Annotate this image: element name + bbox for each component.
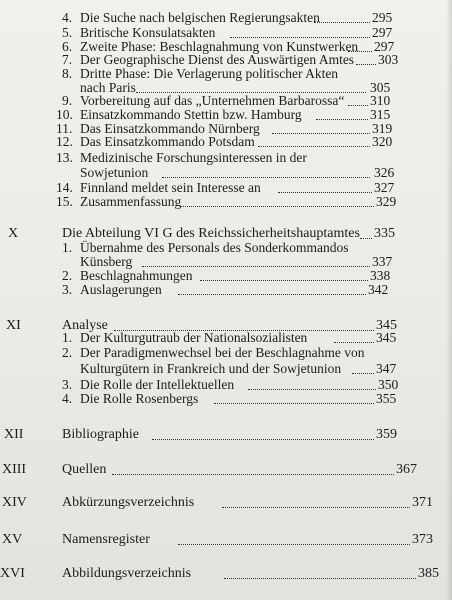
dot-leader	[356, 64, 376, 65]
entry-page: 297	[374, 39, 395, 54]
entry-number: 3.	[62, 377, 73, 392]
entry-number: 14.	[56, 180, 73, 195]
chapter-page: 373	[412, 532, 433, 547]
entry-title: Auslagerungen	[80, 282, 162, 297]
chapter-page: 385	[418, 566, 439, 581]
dot-leader	[278, 192, 372, 193]
toc-entry-continuation	[0, 165, 452, 181]
toc-chapter	[0, 532, 452, 548]
entry-number: 15.	[56, 194, 73, 209]
chapter-title: Bibliographie	[62, 427, 139, 442]
entry-page: 315	[370, 107, 391, 122]
entry-number: 8.	[62, 66, 73, 81]
entry-page: 327	[374, 180, 395, 195]
dot-leader	[162, 177, 370, 178]
chapter-page: 359	[376, 427, 397, 442]
chapter-number: XVI	[0, 566, 25, 581]
dot-leader	[224, 578, 416, 579]
dot-leader	[248, 389, 376, 390]
toc-entry	[0, 10, 452, 26]
entry-page: 295	[372, 10, 393, 25]
entry-page: 342	[368, 282, 389, 297]
toc-chapter	[0, 566, 452, 582]
entry-page: 297	[372, 25, 393, 40]
dot-leader	[316, 119, 368, 120]
entry-page: 350	[378, 377, 399, 392]
entry-title: Das Einsatzkommando Nürnberg	[80, 121, 260, 136]
toc-entry	[0, 330, 452, 346]
entry-number: 4.	[62, 391, 73, 406]
entry-page: 319	[372, 121, 393, 136]
dot-leader	[178, 544, 410, 545]
entry-number: 4.	[62, 10, 73, 25]
entry-title: Einsatzkommando Stettin bzw. Hamburg	[80, 107, 302, 122]
toc-entry	[0, 194, 452, 210]
chapter-page: 367	[396, 462, 417, 477]
dot-leader	[222, 507, 410, 508]
dot-leader	[334, 342, 374, 343]
dot-leader	[142, 266, 370, 267]
entry-title: Die Rolle Rosenbergs	[80, 391, 199, 406]
entry-title-line2: nach Paris	[80, 80, 136, 95]
dot-leader	[152, 439, 374, 440]
dot-leader	[178, 294, 366, 295]
entry-number: 2.	[62, 268, 73, 283]
toc-entry-continuation	[0, 361, 452, 377]
entry-number: 13.	[56, 150, 73, 165]
entry-number: 9.	[62, 93, 73, 108]
entry-number: 12.	[56, 134, 73, 149]
entry-page: 320	[372, 134, 393, 149]
entry-title: Das Einsatzkommando Potsdam	[80, 134, 255, 149]
dot-leader	[214, 403, 374, 404]
entry-number: 1.	[62, 330, 73, 345]
entry-title: Medizinische Forschungsinteressen in der	[80, 150, 307, 165]
entry-page: 329	[376, 194, 397, 209]
entry-page: 345	[376, 330, 397, 345]
entry-number: 3.	[62, 282, 73, 297]
entry-title-line2: Kulturgütern in Frankreich und der Sowjetunion	[80, 361, 342, 376]
dot-leader	[360, 238, 372, 239]
toc-entry	[0, 134, 452, 150]
entry-title: Dritte Phase: Die Verlagerung politischer Akten	[80, 66, 339, 81]
entry-number: 1.	[62, 240, 73, 255]
toc-chapter	[0, 462, 452, 478]
chapter-title: Analyse	[62, 318, 108, 333]
entry-page: 303	[378, 52, 399, 67]
toc-chapter	[0, 495, 452, 511]
chapter-page: 335	[374, 226, 395, 241]
chapter-title: Quellen	[62, 462, 107, 477]
chapter-title: Abkürzungsverzeichnis	[62, 495, 195, 510]
chapter-title: Namensregister	[62, 532, 150, 547]
entry-title: Zweite Phase: Beschlagnahmung von Kunstwerken	[80, 39, 359, 54]
entry-number: 6.	[62, 39, 73, 54]
chapter-title: Die Abteilung VI G des Reichssicherheitshauptamtes	[62, 226, 360, 241]
entry-number: 2.	[62, 345, 73, 360]
toc-entry	[0, 391, 452, 407]
entry-title: Beschlagnahmungen	[80, 268, 193, 283]
dot-leader	[314, 22, 370, 23]
toc-entry	[0, 345, 452, 361]
entry-title: Britische Konsulatsakten	[80, 25, 216, 40]
entry-number: 10.	[56, 107, 73, 122]
entry-page: 337	[372, 254, 393, 269]
dot-leader	[352, 373, 374, 374]
chapter-title: Abbildungsverzeichnis	[62, 566, 192, 581]
entry-title-line2: Künsberg	[80, 254, 133, 269]
dot-leader	[230, 37, 370, 38]
dot-leader	[348, 105, 368, 106]
entry-page: 355	[376, 391, 397, 406]
entry-page: 326	[374, 165, 395, 180]
entry-title: Der Paradigmenwechsel bei der Beschlagnahme von	[80, 345, 365, 360]
dot-leader	[112, 474, 394, 475]
chapter-number: XIV	[2, 495, 27, 510]
entry-title: Die Rolle der Intellektuellen	[80, 377, 235, 392]
chapter-page: 371	[412, 495, 433, 510]
entry-number: 5.	[62, 25, 73, 40]
entry-page: 310	[370, 93, 391, 108]
chapter-number: X	[8, 226, 19, 241]
chapter-number: XV	[2, 532, 23, 547]
chapter-page: 345	[376, 318, 397, 333]
entry-number: 11.	[56, 121, 73, 136]
entry-page: 305	[370, 80, 391, 95]
chapter-number: XII	[4, 427, 24, 442]
entry-title: Zusammenfassung	[80, 194, 182, 209]
entry-title: Finnland meldet sein Interesse an	[80, 180, 261, 195]
entry-title: Der Geographische Dienst des Auswärtigen Amtes	[80, 52, 355, 67]
toc-chapter	[0, 427, 452, 443]
toc-entry	[0, 282, 452, 298]
dot-leader	[258, 146, 370, 147]
chapter-number: XI	[6, 318, 21, 333]
entry-page: 338	[370, 268, 391, 283]
chapter-number: XIII	[2, 462, 27, 477]
page-edge-shadow	[446, 0, 452, 600]
dot-leader	[200, 280, 368, 281]
entry-number: 7.	[62, 52, 73, 67]
toc-entry	[0, 150, 452, 166]
dot-leader	[180, 206, 374, 207]
entry-title: Übernahme des Personals des Sonderkommandos	[80, 240, 349, 255]
entry-title: Vorbereitung auf das „Unternehmen Barbarossa“	[80, 93, 345, 108]
entry-page: 347	[376, 361, 397, 376]
entry-title: Der Kulturgutraub der Nationalsozialisten	[80, 330, 308, 345]
entry-title: Die Suche nach belgischen Regierungsakten	[80, 10, 320, 25]
entry-title-line2: Sowjetunion	[80, 165, 149, 180]
